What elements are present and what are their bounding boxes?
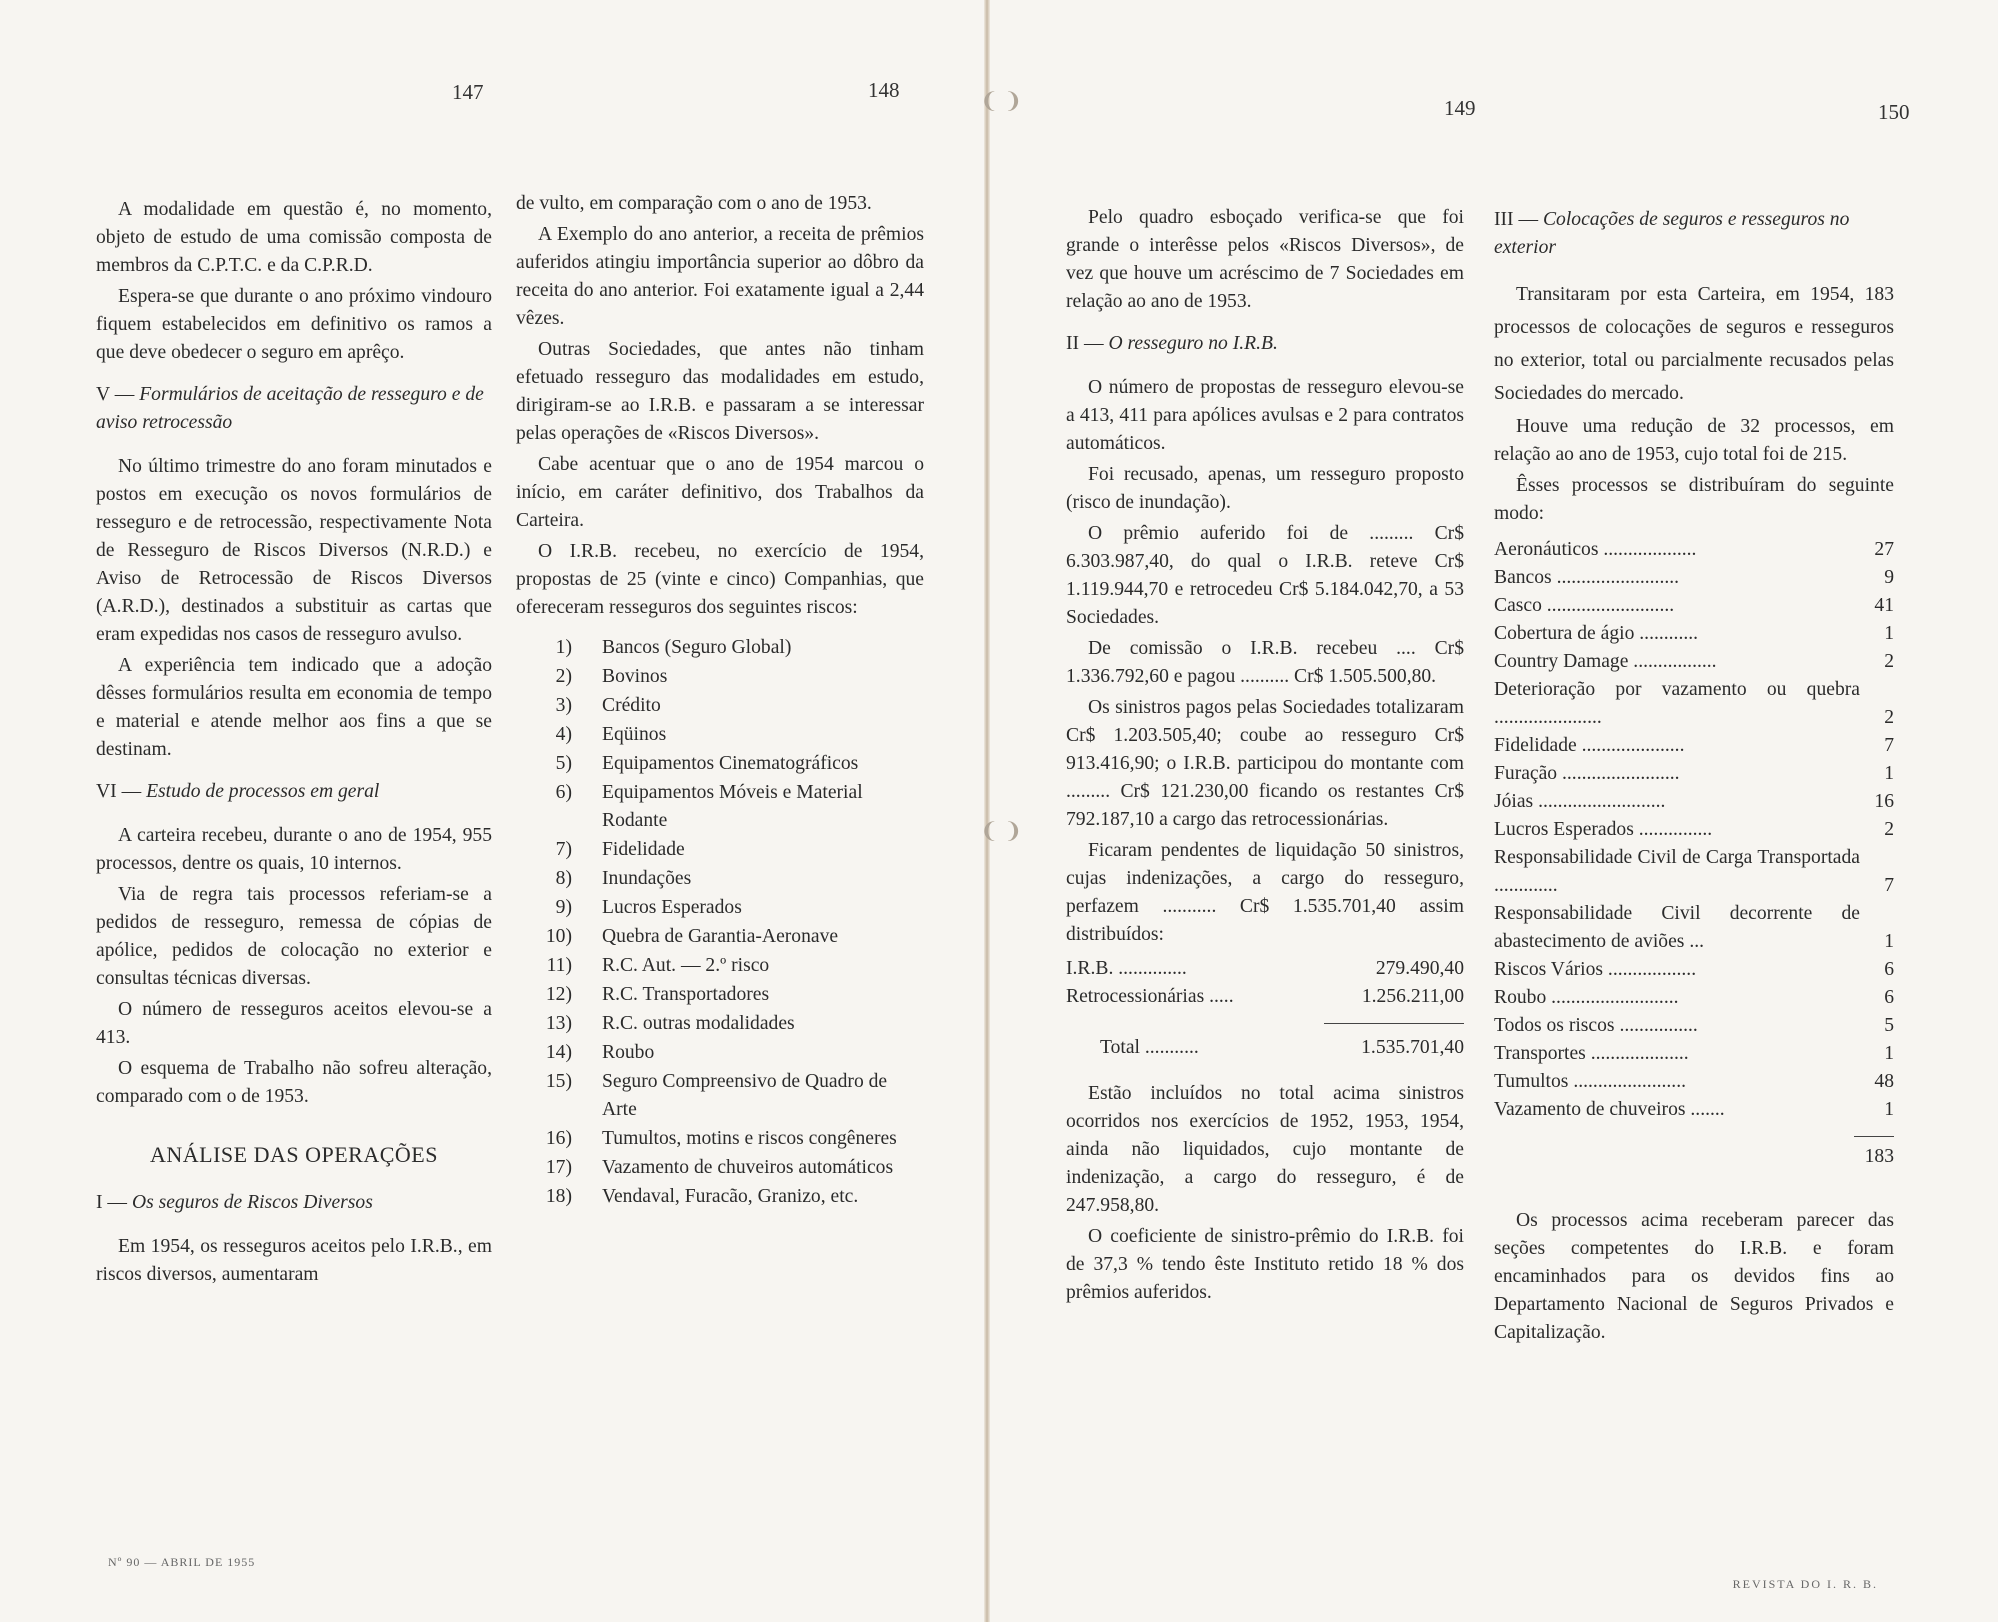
item-number: 4) [555, 724, 572, 745]
row-value: 1 [1884, 623, 1894, 644]
section-heading-ii [1066, 330, 1464, 358]
item-text: R.C. outras modalidades [602, 1013, 795, 1034]
section-heading-vi [96, 778, 492, 806]
row-value: 2 [1884, 651, 1894, 672]
column-page-147 [96, 196, 492, 1289]
row-value: 27 [1874, 539, 1894, 560]
item-number: 7) [555, 839, 572, 860]
list-item [516, 779, 924, 835]
table-row [1494, 676, 1894, 732]
row-label: Jóias .......................... [1494, 791, 1666, 812]
heading-number: I — [96, 1192, 128, 1213]
list-item [516, 865, 924, 893]
table-row [1494, 760, 1894, 788]
list-item [516, 1154, 924, 1182]
list-item [516, 663, 924, 691]
row-label: Responsabilidade Civil decorrente de abastecimento de aviões ... [1494, 903, 1860, 952]
paragraph: A modalidade em questão é, no momento, objeto de estudo de uma comissão composta de membros da C.P.T.C. e da C.P.R.D. [96, 199, 492, 276]
paragraph: Pelo quadro esboçado verifica-se que foi grande o interêsse pelos «Riscos Diversos», de vez que houve um acréscimo de 7 Sociedades em relação ao ano de 1953. [1066, 207, 1464, 312]
row-value: 41 [1874, 595, 1894, 616]
item-text: Inundações [602, 868, 692, 889]
item-text: Seguro Compreensivo de Quadro de Arte [602, 1071, 888, 1120]
item-number: 12) [545, 984, 572, 1005]
row-label: Todos os riscos ................ [1494, 1015, 1698, 1036]
row-label: Bancos ......................... [1494, 567, 1680, 588]
item-text: Fidelidade [602, 839, 685, 860]
item-text: Equipamentos Móveis e Material Rodante [602, 782, 863, 831]
page-number-149: 149 [1444, 96, 1476, 120]
distribution-table [1066, 955, 1464, 1062]
table-row [1494, 900, 1894, 956]
table-row [1494, 1012, 1894, 1040]
row-value: 7 [1884, 875, 1894, 896]
item-text: Quebra de Garantia-Aeronave [602, 926, 839, 947]
table-row [1494, 956, 1894, 984]
page-number-148: 148 [868, 78, 900, 102]
column-page-150 [1494, 206, 1894, 1347]
item-number: 17) [545, 1157, 572, 1178]
item-number: 11) [546, 955, 572, 976]
item-text: R.C. Transportadores [602, 984, 770, 1005]
row-value: 5 [1884, 1015, 1894, 1036]
left-page [0, 0, 988, 1622]
row-label: Furação ........................ [1494, 763, 1680, 784]
sum-rule [1324, 1023, 1464, 1024]
right-page [990, 0, 1998, 1622]
risks-list [516, 634, 924, 1211]
paragraph: de vulto, em comparação com o ano de 1953. [516, 193, 872, 214]
list-item [516, 981, 924, 1009]
row-label: Riscos Vários .................. [1494, 959, 1697, 980]
item-text: Equipamentos Cinematográficos [602, 753, 859, 774]
table-row [1494, 1096, 1894, 1124]
heading-title: Formulários de aceitação de resseguro e de aviso retrocessão [96, 384, 484, 433]
heading-number: V — [96, 384, 135, 405]
heading-number: VI — [96, 781, 142, 802]
row-label: Deterioração por vazamento ou quebra ...................... [1494, 679, 1860, 728]
paragraph: Via de regra tais processos referiam-se a pedidos de resseguro, remessa de cópias de apólice, pedidos de colocação no exterior e consultas técnicas diversas. [96, 884, 492, 989]
item-number: 5) [555, 753, 572, 774]
total-value: 1.535.701,40 [1361, 1037, 1464, 1058]
item-text: Roubo [602, 1042, 655, 1063]
item-number: 3) [555, 695, 572, 716]
row-value: 279.490,40 [1375, 958, 1464, 979]
list-item [516, 952, 924, 980]
row-value: 1 [1884, 931, 1894, 952]
sum-rule [1854, 1136, 1894, 1137]
item-text: Vendaval, Furacão, Granizo, etc. [602, 1186, 859, 1207]
row-value: 7 [1884, 735, 1894, 756]
paragraph: De comissão o I.R.B. recebeu .... Cr$ 1.336.792,60 e pagou .......... Cr$ 1.505.500,80. [1066, 638, 1464, 687]
item-text: Vazamento de chuveiros automáticos [602, 1157, 894, 1178]
list-item [516, 894, 924, 922]
item-number: 2) [555, 666, 572, 687]
heading-title: Estudo de processos em geral [146, 781, 380, 802]
list-item [516, 1068, 924, 1124]
paragraph: O esquema de Trabalho não sofreu alteração, comparado com o de 1953. [96, 1058, 492, 1107]
binding-mark: ❨ ❩ [980, 88, 1023, 113]
table-row [1494, 564, 1894, 592]
item-number: 15) [545, 1071, 572, 1092]
item-number: 18) [545, 1186, 572, 1207]
processes-table [1494, 536, 1894, 1124]
item-number: 14) [545, 1042, 572, 1063]
heading-title: Colocações de seguros e resseguros no exterior [1494, 209, 1850, 258]
heading-title: O resseguro no I.R.B. [1108, 333, 1278, 354]
paragraph: Espera-se que durante o ano próximo vindouro fiquem estabelecidos em definitivo os ramos a que deve obedecer o seguro em aprêço. [96, 286, 492, 363]
row-value: 2 [1884, 819, 1894, 840]
list-item [516, 692, 924, 720]
row-label: Responsabilidade Civil de Carga Transportada ............. [1494, 847, 1860, 896]
table-row [1494, 1040, 1894, 1068]
paragraph: No último trimestre do ano foram minutados e postos em execução os novos formulários de resseguro e de retrocessão, respectivamente Nota de Resseguro de Riscos Diversos (N.R.D.) e Aviso de Retrocessão de Riscos Diversos (A.R.D.), destinados a substituir as cartas que eram expedidas nos casos de resseguro avulso. [96, 456, 492, 645]
row-label: Roubo .......................... [1494, 987, 1679, 1008]
item-text: Crédito [602, 695, 661, 716]
row-value: 1.256.211,00 [1361, 986, 1464, 1007]
distribution-total-row [1066, 1034, 1464, 1062]
table-row [1494, 732, 1894, 760]
distribution-row [1066, 955, 1464, 983]
column-page-148 [516, 190, 924, 1212]
row-value: 2 [1884, 707, 1894, 728]
paragraph: Transitaram por esta Carteira, em 1954, 183 processos de colocações de seguros e resseguros no exterior, total ou parcialmente recusados pelas Sociedades do mercado. [1494, 284, 1894, 404]
item-text: Bovinos [602, 666, 668, 687]
row-value: 1 [1884, 763, 1894, 784]
row-label: Fidelidade ..................... [1494, 735, 1685, 756]
footer-issue: Nº 90 — ABRIL DE 1955 [108, 1555, 256, 1569]
row-label: I.R.B. .............. [1066, 958, 1187, 979]
item-text: Tumultos, motins e riscos congêneres [602, 1128, 897, 1149]
table-row [1494, 816, 1894, 844]
row-value: 16 [1874, 791, 1894, 812]
table-row [1494, 1068, 1894, 1096]
list-item [516, 923, 924, 951]
section-heading-iii [1494, 206, 1894, 262]
row-value: 1 [1884, 1043, 1894, 1064]
section-heading-v [96, 381, 492, 437]
total-label: Total ........... [1100, 1037, 1199, 1058]
heading-title: Os seguros de Riscos Diversos [131, 1192, 373, 1213]
table-total: 183 [1864, 1146, 1894, 1167]
item-number: 16) [545, 1128, 572, 1149]
paragraph: A carteira recebeu, durante o ano de 1954, 955 processos, dentre os quais, 10 internos. [96, 825, 492, 874]
row-label: Lucros Esperados ............... [1494, 819, 1713, 840]
item-text: R.C. Aut. — 2.º risco [602, 955, 770, 976]
section-title-analise: ANÁLISE DAS OPERAÇÕES [150, 1142, 438, 1167]
paragraph: Os sinistros pagos pelas Sociedades totalizaram Cr$ 1.203.505,40; coube ao resseguro Cr$ 913.416,90; o I.R.B. participou do montante com ......... Cr$ 121.230,00 ficando os restantes Cr$ 792.187,10 a cargo das retrocessionárias. [1066, 697, 1464, 830]
paragraph: Estão incluídos no total acima sinistros ocorridos nos exercícios de 1952, 1953, 1954, ainda não liquidados, cujo montante de indenização, a cargo do resseguro, é de 247.958,80. [1066, 1083, 1464, 1216]
item-text: Bancos (Seguro Global) [602, 637, 792, 658]
row-label: Cobertura de ágio ............ [1494, 623, 1699, 644]
row-label: Tumultos ....................... [1494, 1071, 1686, 1092]
distribution-row [1066, 983, 1464, 1011]
table-row [1494, 844, 1894, 900]
paragraph: Êsses processos se distribuíram do seguinte modo: [1494, 475, 1894, 524]
list-item [516, 750, 924, 778]
table-row [1494, 620, 1894, 648]
list-item [516, 721, 924, 749]
paragraph: Foi recusado, apenas, um resseguro proposto (risco de inundação). [1066, 464, 1464, 513]
heading-number: II — [1066, 333, 1104, 354]
heading-number: III — [1494, 209, 1539, 230]
list-item [516, 1039, 924, 1067]
table-row [1494, 984, 1894, 1012]
paragraph: O coeficiente de sinistro-prêmio do I.R.B. foi de 37,3 % tendo êste Instituto retido 18 % dos prêmios auferidos. [1066, 1226, 1464, 1303]
table-row [1494, 536, 1894, 564]
item-text: Lucros Esperados [602, 897, 742, 918]
row-value: 9 [1884, 567, 1894, 588]
row-label: Transportes .................... [1494, 1043, 1689, 1064]
row-label: Retrocessionárias ..... [1066, 986, 1234, 1007]
table-row [1494, 592, 1894, 620]
row-label: Casco .......................... [1494, 595, 1675, 616]
section-heading-i [96, 1189, 492, 1217]
item-number: 9) [555, 897, 572, 918]
paragraph: Os processos acima receberam parecer das seções competentes do I.R.B. e foram encaminhados para os devidos fins ao Departamento Nacional de Seguros Privados e Capitalização. [1494, 1210, 1894, 1343]
list-item [516, 836, 924, 864]
item-number: 10) [545, 926, 572, 947]
table-row [1494, 788, 1894, 816]
paragraph: O número de propostas de resseguro elevou-se a 413, 411 para apólices avulsas e 2 para contratos automáticos. [1066, 377, 1464, 454]
item-number: 8) [555, 868, 572, 889]
item-text: Eqüinos [602, 724, 667, 745]
paragraph: Ficaram pendentes de liquidação 50 sinistros, cujas indenizações, a cargo do resseguro, perfazem ........... Cr$ 1.535.701,40 assim distribuídos: [1066, 840, 1464, 945]
column-page-149 [1066, 204, 1464, 1307]
list-item [516, 634, 924, 662]
table-row [1494, 648, 1894, 676]
row-value: 6 [1884, 959, 1894, 980]
paragraph: Houve uma redução de 32 processos, em relação ao ano de 1953, cujo total foi de 215. [1494, 416, 1894, 465]
row-label: Vazamento de chuveiros ....... [1494, 1099, 1725, 1120]
paragraph: O I.R.B. recebeu, no exercício de 1954, propostas de 25 (vinte e cinco) Companhias, que ofereceram resseguros dos seguintes riscos: [516, 541, 924, 618]
row-value: 48 [1874, 1071, 1894, 1092]
paragraph: Em 1954, os resseguros aceitos pelo I.R.B., em riscos diversos, aumentaram [96, 1236, 492, 1285]
footer-journal: REVISTA DO I. R. B. [1732, 1577, 1878, 1591]
paragraph: O prêmio auferido foi de ......... Cr$ 6.303.987,40, do qual o I.R.B. reteve Cr$ 1.119.944,70 e retrocedeu Cr$ 5.184.042,70, a 53 Sociedades. [1066, 523, 1464, 628]
list-item [516, 1010, 924, 1038]
paragraph: A Exemplo do ano anterior, a receita de prêmios auferidos atingiu importância superior ao dôbro da receita do ano anterior. Foi exatamente igual a 2,44 vêzes. [516, 224, 924, 329]
item-number: 13) [545, 1013, 572, 1034]
row-label: Aeronáuticos ................... [1494, 539, 1697, 560]
binding-mark: ❨ ❩ [980, 818, 1023, 843]
item-number: 6) [555, 782, 572, 803]
paragraph: Cabe acentuar que o ano de 1954 marcou o início, em caráter definitivo, dos Trabalhos da Carteira. [516, 454, 924, 531]
row-value: 6 [1884, 987, 1894, 1008]
paragraph: O número de resseguros aceitos elevou-se a 413. [96, 999, 492, 1048]
item-number: 1) [555, 637, 572, 658]
list-item [516, 1183, 924, 1211]
page-number-150: 150 [1878, 100, 1910, 124]
paragraph: A experiência tem indicado que a adoção dêsses formulários resulta em economia de tempo e material e atende melhor aos fins a que se destinam. [96, 655, 492, 760]
paragraph: Outras Sociedades, que antes não tinham efetuado resseguro das modalidades em estudo, dirigiram-se ao I.R.B. e passaram a se interessar pelas operações de «Riscos Diversos». [516, 339, 924, 444]
row-value: 1 [1884, 1099, 1894, 1120]
list-item [516, 1125, 924, 1153]
page-number-147: 147 [452, 80, 484, 104]
row-label: Country Damage ................. [1494, 651, 1717, 672]
